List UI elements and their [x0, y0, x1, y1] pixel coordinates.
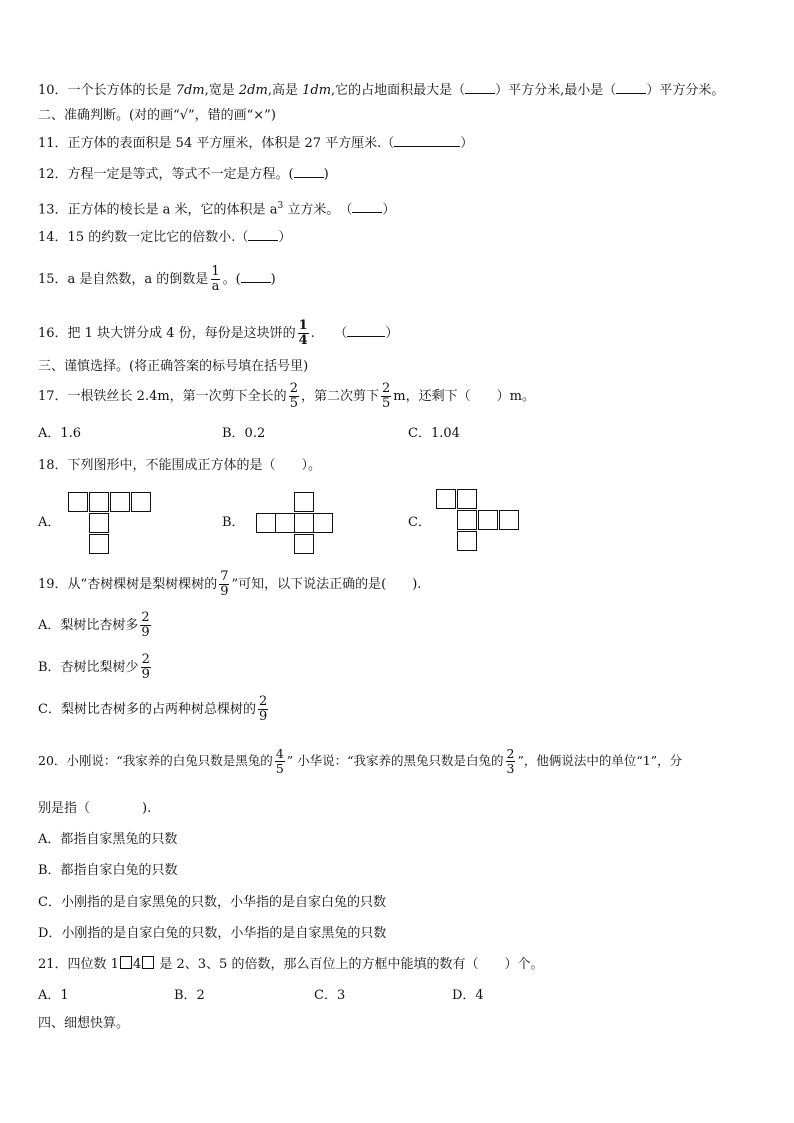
section-2-heading: 二、准确判断。(对的画“√”，错的画“×”): [38, 108, 276, 123]
option-b[interactable]: B．2: [174, 988, 205, 1003]
section-4-heading: 四、细想快算。: [38, 1016, 130, 1031]
option-a[interactable]: A．都指自家黑兔的只数: [38, 832, 178, 847]
question-15: 15．a 是自然数，a 的倒数是 $\frac{1}{a}$ 。( ): [38, 264, 276, 294]
option-a[interactable]: A．梨树比杏树多 $\frac{2}{9}$: [38, 610, 150, 640]
option-c[interactable]: C．1.04: [408, 426, 460, 441]
question-17: 17．一根铁丝长 2.4m，第一次剪下全长的 $\frac{2}{5}$ ，第二次剪下 $\frac{2}{5}$ m，还剩下（ ）m。: [38, 381, 535, 411]
answer-blank[interactable]: [616, 80, 646, 94]
answer-blank[interactable]: [294, 164, 324, 178]
option-a[interactable]: A．: [38, 515, 61, 530]
answer-blank[interactable]: [352, 199, 382, 213]
question-20-continued: 别是指（ ).: [38, 801, 152, 816]
question-19: 19．从“杏树棵树是梨树棵树的 $\frac{7}{9}$ ”可知，以下说法正确的是( ).: [38, 569, 422, 599]
question-11: 11．正方体的表面积是 54 平方厘米，体积是 27 平方厘米.（ ）: [38, 133, 473, 154]
question-21: 21．四位数 1 4 是 2、3、5 的倍数，那么百位上的方框中能填的数有（ ）个。: [38, 957, 544, 972]
fraction: $\frac{2}{9}$: [258, 694, 268, 724]
question-10: 10．一个长方体的长是 7dm,宽是 2dm,高是 1dm,它的占地面积最大是（ ）平方分米,最小是（ ）平方分米。: [38, 80, 724, 101]
answer-blank[interactable]: [248, 227, 278, 241]
question-12: 12．方程一定是等式，等式不一定是方程。( ): [38, 164, 329, 185]
option-b[interactable]: B．: [222, 515, 245, 530]
fraction: $\frac{1}{4}$: [298, 318, 308, 348]
fraction: $\frac{2}{5}$: [381, 381, 391, 411]
option-b[interactable]: B．杏树比梨树少 $\frac{2}{9}$: [38, 652, 150, 682]
section-3-heading: 三、谨慎选择。(将正确答案的标号填在括号里): [38, 359, 309, 374]
option-c[interactable]: C．梨树比杏树多的占两种树总棵树的 $\frac{2}{9}$: [38, 694, 268, 724]
fraction: $\frac{2}{9}$: [141, 652, 150, 682]
option-c[interactable]: C．小刚指的是自家黑兔的只数，小华指的是自家白兔的只数: [38, 895, 386, 910]
answer-blank[interactable]: [347, 323, 385, 337]
option-a[interactable]: A．1.6: [38, 426, 82, 441]
digit-box: [120, 956, 132, 969]
option-c[interactable]: C．: [408, 515, 431, 530]
fraction: $\frac{1}{a}$: [211, 264, 220, 294]
digit-box: [142, 956, 154, 969]
option-b[interactable]: B．0.2: [222, 426, 266, 441]
fraction: $\frac{2}{9}$: [141, 610, 150, 640]
question-13: 13．正方体的棱长是 a 米，它的体积是 $a^3$ 立方米。 （ ）: [38, 201, 396, 218]
question-16: 16．把 1 块大饼分成 4 份，每份是这块饼的 $\frac{1}{4}$ . （ ）: [38, 318, 399, 348]
fraction: $\frac{2}{3}$: [506, 746, 515, 776]
question-18: 18．下列图形中，不能围成正方体的是（ ）。: [38, 458, 322, 473]
fraction: $\frac{7}{9}$: [220, 569, 229, 599]
question-20: 20．小刚说：“我家养的白兔只数是黑兔的 $\frac{4}{5}$ ” 小华说：“我家养的黑兔只数是白兔的 $\frac{2}{3}$ ”，他俩说法中的单位“1”，分: [38, 746, 683, 776]
answer-blank[interactable]: [465, 80, 495, 94]
option-d[interactable]: D．4: [452, 988, 484, 1003]
question-14: 14．15 的约数一定比它的倍数小.（ ）: [38, 227, 291, 248]
fraction: $\frac{4}{5}$: [275, 746, 284, 776]
answer-blank[interactable]: [241, 269, 271, 283]
answer-blank[interactable]: [394, 133, 460, 147]
option-a[interactable]: A．1: [38, 988, 69, 1003]
option-c[interactable]: C．3: [314, 988, 346, 1003]
option-d[interactable]: D．小刚指的是自家白兔的只数，小华指的是自家黑兔的只数: [38, 926, 387, 941]
option-b[interactable]: B．都指自家白兔的只数: [38, 863, 178, 878]
fraction: $\frac{2}{5}$: [289, 381, 298, 411]
